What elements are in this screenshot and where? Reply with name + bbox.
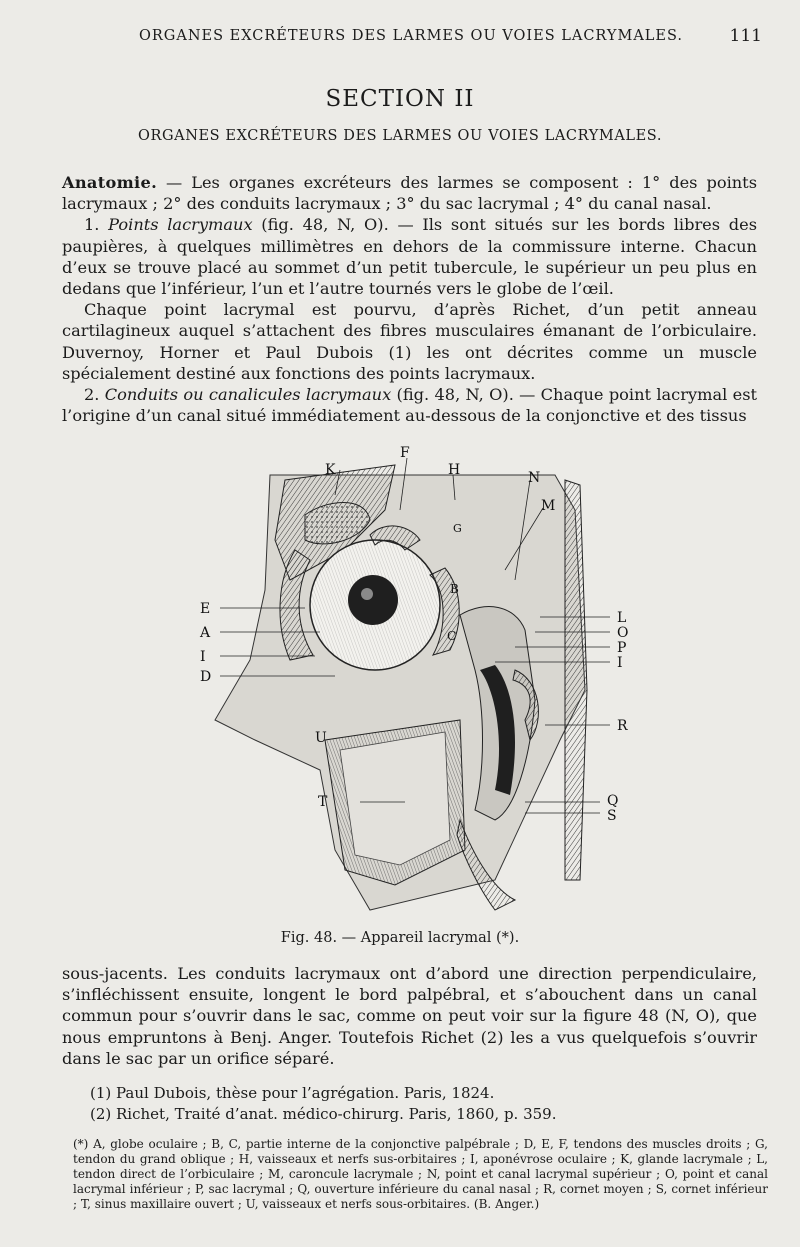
label-L: L [617,610,627,626]
footnote-1: (1) Paul Dubois, thèse pour l’agrégation. Paris, 1824. [90,1084,495,1102]
paragraph-text: — Les organes excréteurs des larmes se composent : 1° des points lacrymaux ; 2° des conduits lacrymaux ; 3° du sac lacrymal ; 4° du canal nasal. [62,173,757,214]
section-title: SECTION II [325,86,475,112]
label-K: K [325,462,336,478]
figure-legend [73,1137,768,1212]
label-N: N [528,470,541,486]
label-M: M [541,498,556,514]
figure-legend-text: (*) A, globe oculaire ; B, C, partie interne de la conjonctive palpébrale ; D, E, F, tendons des muscles droits ; G, tendon du grand oblique ; H, vaisseaux et nerfs sus-orbitaires ; I, aponévrose oculaire ; K, glande lacrymale ; L, tendon direct de l’orbiculaire ; M, caroncule lacrymale ; N, point et canal lacrymal supérieur ; O, point et canal lacrymal inférieur ; P, sac lacrymal ; Q, ouverture inférieure du canal nasal ; R, cornet moyen ; S, cornet inférieur ; T, sinus maxillaire ouvert ; U, vaisseaux et nerfs sous-orbitaires. (B. Anger.) [73,1137,768,1211]
label-Q: Q [607,793,619,809]
figure-appareil-lacrymal [195,440,640,930]
paragraph-number: 1. [84,215,109,235]
paragraph-text: (fig. 48, N, O). — Ils sont situés sur les bords libres des paupières, à quelques millimètres en dehors de la commissure interne. Chacun d’eux se trouve placé au sommet d’un petit tubercule, le supérieur un peu plus en dedans que l’inférieur, l’un et l’autre tournés vers le globe de l’œil. [62,215,758,299]
paragraph-anatomie [62,172,757,214]
figure-caption: Fig. 48. — Appareil lacrymal (*). [280,930,520,946]
label-R: R [617,718,628,734]
paragraph-number: 2. [84,385,105,405]
label-U: U [315,730,327,746]
footnotes [90,1083,755,1125]
label-E: E [200,601,211,617]
label-T: T [318,794,328,810]
label-O: O [617,625,629,641]
paragraph-text: Chaque point lacrymal est pourvu, d’après Richet, d’un petit anneau cartilagineux auquel s’attachent des fibres musculaires émanant de l’orbiculaire. Duvernoy, Horner et Paul Dubois (1) les ont décrites comme un muscle spécialement destiné aux fonctions des points lacrymaux. [62,300,757,383]
body-text-top [62,172,757,426]
label-S: S [607,808,617,824]
paragraph-lead: Anatomie. [62,173,158,192]
paragraph-heading: Conduits ou canalicules lacrymaux [104,385,392,405]
label-I-left: I [200,649,206,665]
page-number: 111 [729,26,762,46]
label-I-right: I [617,655,623,671]
label-D: D [200,669,212,685]
paragraph-text: (fig. 48, N, O). — Chaque point lacrymal est l’origine d’un canal situé immédiatement au-dessous de la conjonctive et des tissus [62,385,758,426]
label-B: B [450,582,459,596]
label-A: A [200,625,211,641]
footnote-2: (2) Richet, Traité d’anat. médico-chirurg. Paris, 1860, p. 359. [90,1105,557,1123]
label-F: F [400,445,410,461]
body-text-bottom [62,963,757,1069]
paragraph-heading: Points lacrymaux [108,215,253,235]
paragraph-richet [62,299,757,384]
label-P: P [617,640,627,656]
running-title: ORGANES EXCRÉTEURS DES LARMES OU VOIES LACRYMALES. [138,28,684,44]
label-C: C [447,629,457,643]
paragraph-conduits [62,384,757,426]
running-header [60,28,762,52]
paragraph-points-lacrymaux [62,214,757,299]
lacrimal-apparatus-engraving [195,440,640,930]
label-G: G [453,522,462,535]
label-H: H [448,462,461,478]
section-subtitle: ORGANES EXCRÉTEURS DES LARMES OU VOIES LACRYMALES. [137,128,663,144]
paragraph-continuation: sous-jacents. Les conduits lacrymaux ont d’abord une direction perpendiculaire, s’infléchissent ensuite, longent le bord palpébral, et s’abouchent dans un canal commun pour s’ouvrir dans le sac, comme on peut voir sur la figure 48 (N, O), que nous empruntons à Benj. Anger. Toutefois Richet (2) les a vus quelquefois s’ouvrir dans le sac par un orifice séparé. [62,964,757,1068]
